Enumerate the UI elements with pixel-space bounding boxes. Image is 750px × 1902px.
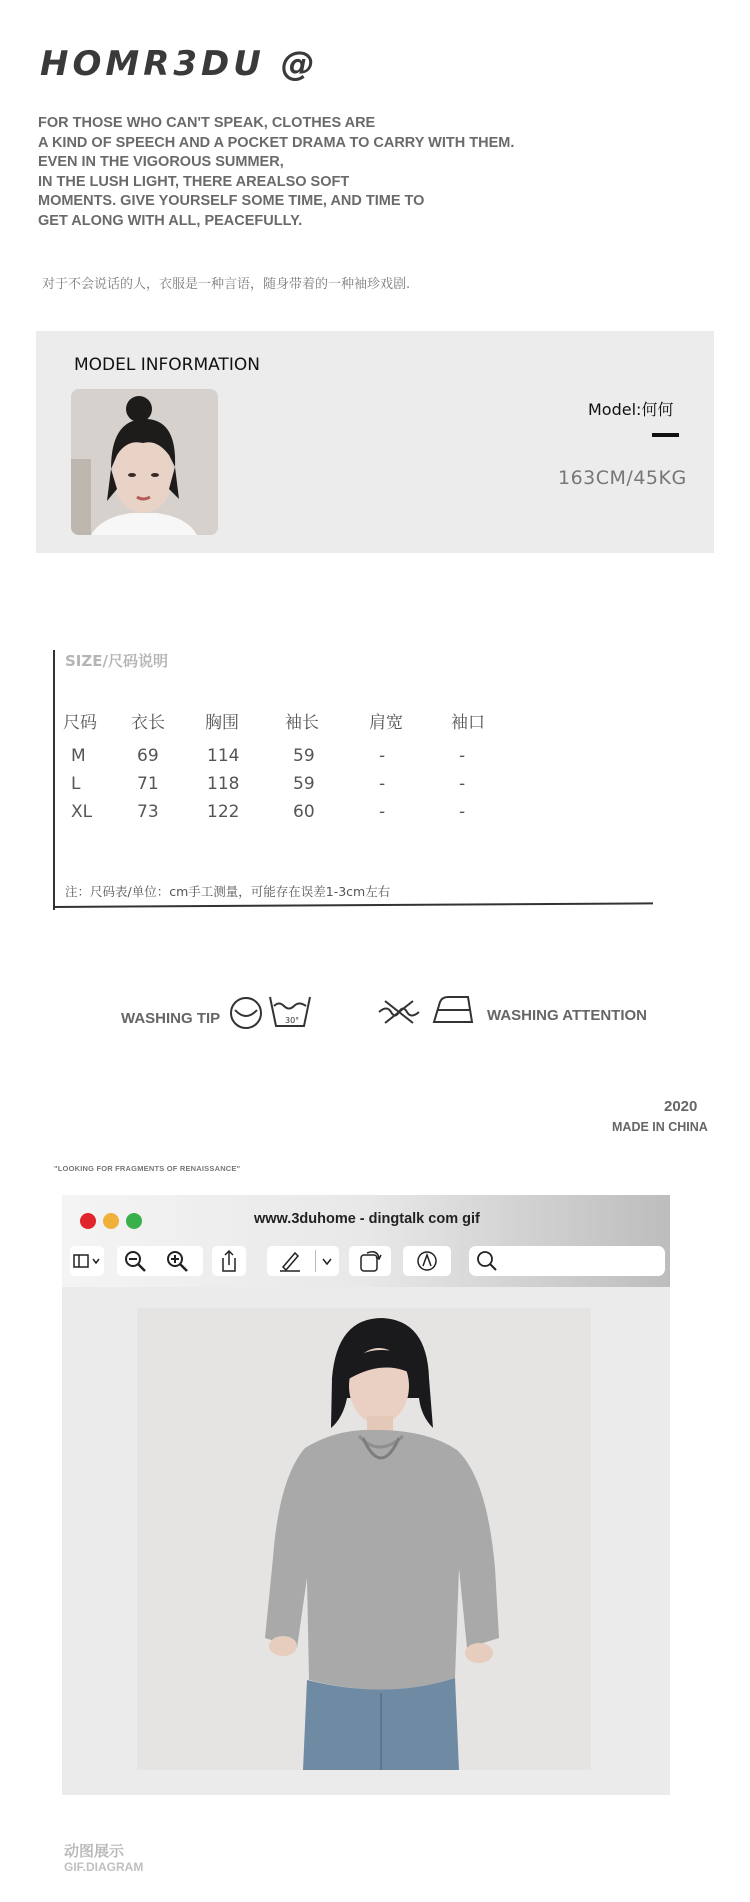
slogan-line: IN THE LUSH LIGHT, THERE AREALSO SOFT [38,173,350,190]
made-in-label: MADE IN CHINA [612,1120,708,1134]
table-cell: - [379,774,386,794]
model-measurements: 163CM/45KG [558,467,687,489]
table-cell: 60 [293,802,315,822]
gif-label-chinese: 动图展示 [64,1842,125,1860]
share-button[interactable] [212,1246,246,1276]
table-cell: 69 [137,746,159,766]
table-cell: - [379,802,386,822]
table-cell: - [459,746,466,766]
search-input[interactable] [469,1246,665,1276]
pen-icon [275,1249,305,1273]
no-wring-icon [377,997,421,1027]
search-icon [475,1249,501,1273]
product-photo [137,1308,591,1770]
divider [652,433,679,437]
url-text[interactable]: www.3duhome - dingtalk com gif [254,1211,480,1227]
slogan [38,114,558,231]
zoom-out-icon[interactable] [123,1249,149,1273]
table-header-cell: 袖口 [451,712,485,733]
slogan-chinese: 对于不会说话的人，衣服是一种言语，随身带着的一种袖珍戏剧. [42,277,411,292]
table-cell: 73 [137,802,159,822]
model-photo [71,389,218,535]
share-icon [212,1246,246,1276]
washing-tip-label: WASHING TIP [121,1010,221,1027]
size-table [63,706,511,826]
quote-text: "LOOKING FOR FRAGMENTS OF RENAISSANCE" [54,1164,241,1173]
year-label: 2020 [664,1098,698,1115]
hand-wash-icon [229,996,263,1030]
table-cell: 122 [207,802,240,822]
table-row [63,770,511,798]
table-cell: L [71,774,81,794]
size-chart-title: SIZE/尺码说明 [65,652,168,670]
gif-label-english: GIF.DIAGRAM [64,1860,144,1874]
washing-attention-label: WASHING ATTENTION [487,1007,647,1024]
table-header-cell: 胸围 [205,712,239,733]
rotate-icon [349,1246,391,1276]
maximize-dot[interactable] [126,1213,142,1229]
table-cell: - [459,802,466,822]
browser-window [62,1195,670,1795]
model-name: Model:何何 [588,400,674,419]
model-info-panel [36,331,714,553]
markup-button[interactable] [403,1246,451,1276]
table-header-row [63,706,511,734]
size-chart [53,650,653,910]
divider [53,902,653,908]
slogan-line: FOR THOSE WHO CAN'T SPEAK, CLOTHES ARE [38,115,376,131]
table-cell: 114 [207,746,240,766]
zoom-group [117,1246,203,1276]
browser-titlebar [62,1195,670,1287]
table-cell: 59 [293,746,315,766]
sidebar-toggle-button[interactable] [70,1246,104,1276]
slogan-line: EVEN IN THE VIGOROUS SUMMER, [38,154,284,170]
table-cell: - [459,774,466,794]
model-info-title: MODEL INFORMATION [74,355,260,375]
table-cell: 118 [207,774,240,794]
iron-icon [432,994,474,1026]
markup-pen-button[interactable] [267,1246,339,1276]
chevron-down-icon[interactable] [319,1249,335,1273]
slogan-line: MOMENTS. GIVE YOURSELF SOME TIME, AND TIME TO [38,193,425,209]
table-cell: 59 [293,774,315,794]
close-dot[interactable] [80,1213,96,1229]
table-header-cell: 尺码 [63,712,97,733]
table-header-cell: 肩宽 [369,712,403,733]
table-cell: 71 [137,774,159,794]
wash-temperature: 30° [285,1016,300,1025]
sidebar-icon [70,1246,104,1276]
size-chart-note: 注：尺码表/单位：cm手工测量，可能存在误差1-3cm左右 [65,884,391,899]
table-header-cell: 衣长 [131,712,165,733]
rotate-button[interactable] [349,1246,391,1276]
brand-title: HOMR3DU @ [40,44,319,84]
table-row [63,798,511,826]
zoom-in-icon[interactable] [165,1249,191,1273]
table-cell: XL [71,802,93,822]
table-cell: M [71,746,86,766]
table-row [63,742,511,770]
table-header-cell: 袖长 [285,712,319,733]
wash-tub-icon [268,994,312,1030]
minimize-dot[interactable] [103,1213,119,1229]
table-cell: - [379,746,386,766]
slogan-line: GET ALONG WITH ALL, PEACEFULLY. [38,212,303,229]
divider [53,650,55,910]
slogan-line: A KIND OF SPEECH AND A POCKET DRAMA TO CARRY WITH THEM. [38,134,515,151]
markup-icon [403,1246,451,1276]
